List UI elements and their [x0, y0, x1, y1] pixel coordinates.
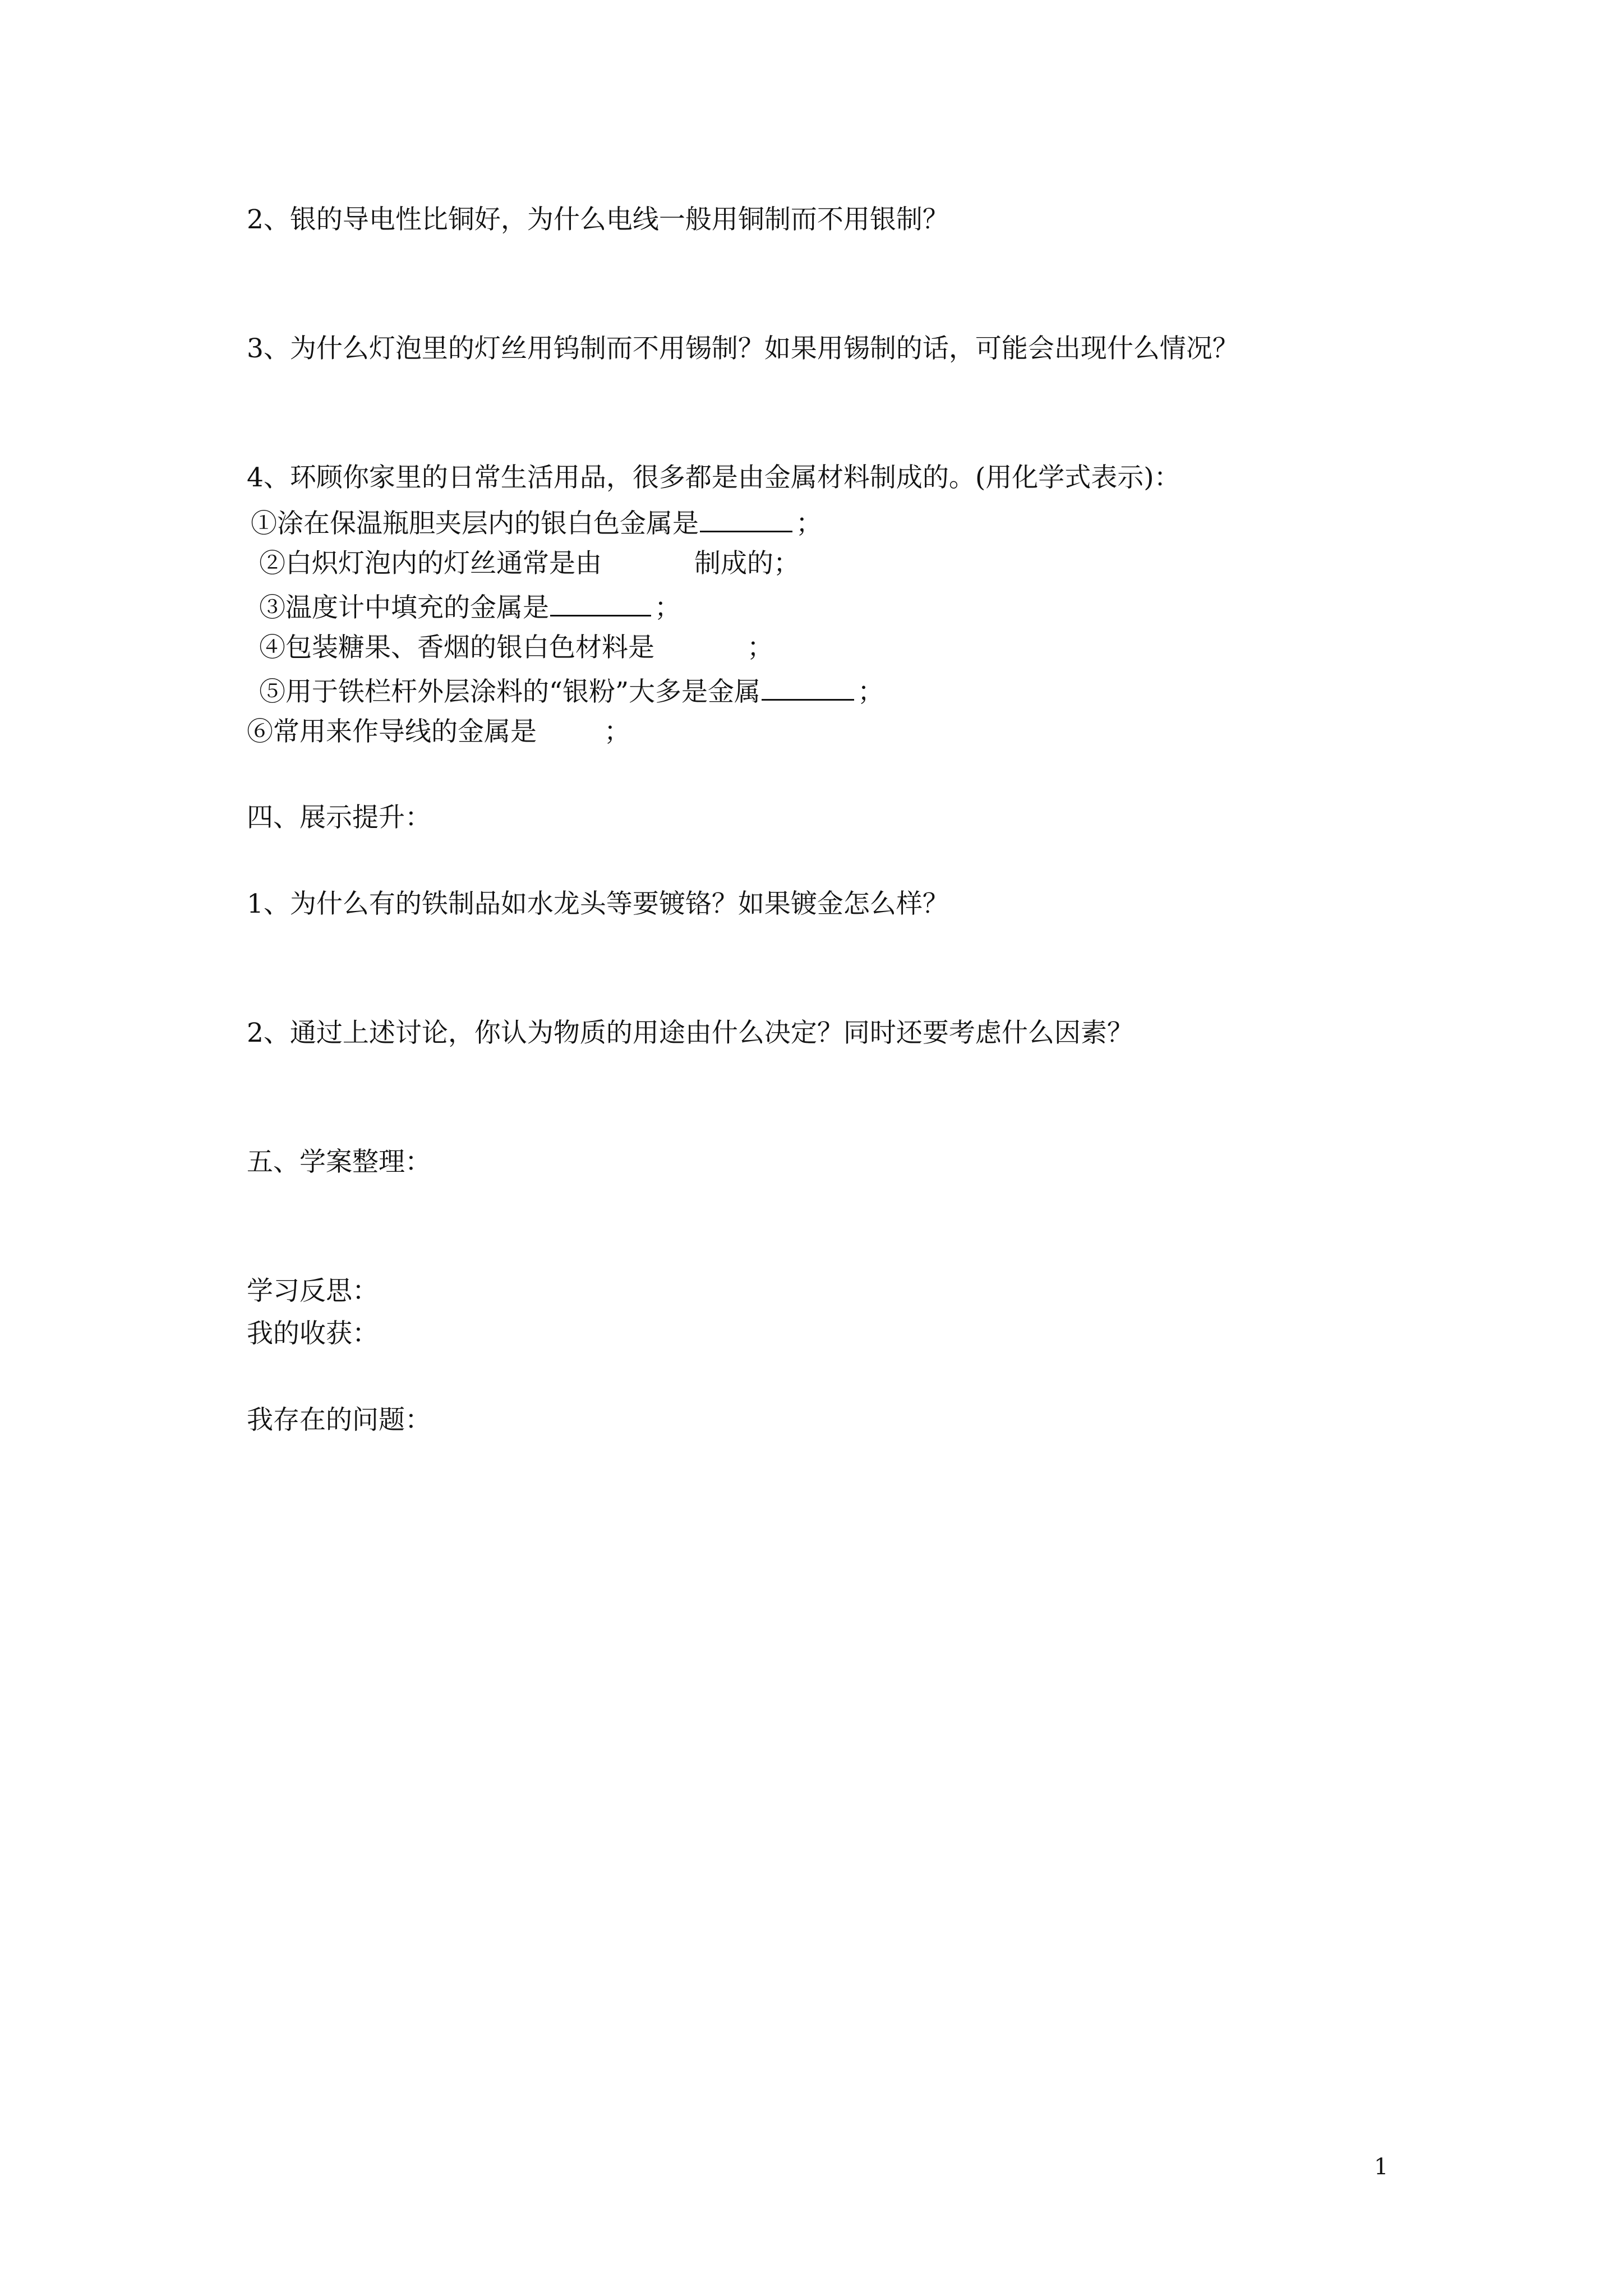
question-4-item-6	[247, 715, 630, 749]
item-6-blank	[537, 718, 604, 740]
question-4-item-1	[251, 505, 822, 541]
item-1-text: ①涂在保温瓶胆夹层内的银白色金属是	[251, 508, 699, 539]
item-5-blank	[762, 673, 854, 701]
question-4-item-3	[259, 589, 681, 625]
section-4-heading: 四、展示提升：	[247, 802, 431, 833]
section-4-question-2: 2、通过上述讨论，你认为物质的用途由什么决定？同时还要考虑什么因素？	[247, 1018, 1133, 1048]
item-5-text: ⑤用于铁栏杆外层涂料的“银粉”大多是金属	[259, 677, 761, 707]
item-6-suffix: ；	[604, 716, 630, 747]
question-4-item-2	[259, 547, 800, 581]
item-2-text: ②白炽灯泡内的灯丝通常是由	[259, 548, 602, 579]
item-1-blank	[700, 505, 792, 532]
question-4-intro: 4、环顾你家里的日常生活用品，很多都是由金属材料制成的。(用化学式表示)：	[247, 462, 1181, 493]
section-4-question-1: 1、为什么有的铁制品如水龙头等要镀铬？如果镀金怎么样？	[247, 889, 949, 919]
item-5-suffix: ；	[857, 677, 884, 707]
reflection-gains: 我的收获：	[247, 1318, 379, 1349]
reflection-heading: 学习反思：	[247, 1276, 379, 1306]
section-5-heading: 五、学案整理：	[247, 1147, 431, 1177]
item-2-suffix: 制成的；	[694, 548, 800, 579]
question-4-item-4	[259, 631, 773, 665]
item-4-suffix: ；	[747, 632, 773, 663]
item-3-suffix: ；	[654, 592, 681, 623]
item-1-suffix: ；	[796, 508, 822, 539]
question-2-silver-conductivity: 2、银的导电性比铜好，为什么电线一般用铜制而不用银制？	[247, 204, 949, 235]
item-2-blank	[602, 550, 694, 572]
reflection-problems: 我存在的问题：	[247, 1405, 431, 1435]
question-4-item-5	[259, 673, 884, 709]
item-4-text: ④包装糖果、香烟的银白色材料是	[259, 632, 654, 663]
page-number: 1	[1374, 2154, 1389, 2180]
item-3-blank	[550, 589, 651, 616]
item-3-text: ③温度计中填充的金属是	[259, 592, 549, 623]
item-6-text: ⑥常用来作导线的金属是	[247, 716, 537, 747]
item-4-blank	[654, 634, 747, 656]
question-3-tungsten-filament: 3、为什么灯泡里的灯丝用钨制而不用锡制？如果用锡制的话，可能会出现什么情况？	[247, 333, 1239, 364]
